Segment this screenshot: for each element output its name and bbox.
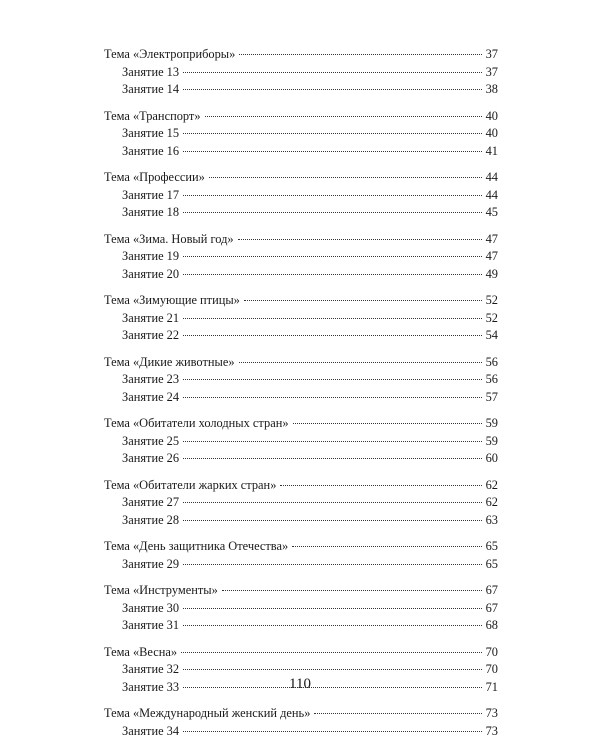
toc-lesson-entry: [104, 64, 498, 82]
toc-topic-entry: [104, 231, 498, 249]
dot-leader: [244, 300, 482, 301]
lesson-title: Занятие 26: [122, 451, 180, 465]
toc-page-number: 37: [485, 64, 498, 79]
dot-leader: [183, 379, 482, 380]
topic-title: Тема «Зимующие птицы»: [104, 293, 240, 307]
lesson-title: Занятие 23: [122, 372, 180, 386]
toc-lesson-entry: [104, 723, 498, 741]
dot-leader: [183, 151, 482, 152]
dot-leader: [181, 652, 482, 653]
toc-page-number: 73: [485, 706, 498, 720]
topic-title: Тема «Транспорт»: [104, 108, 201, 123]
toc-lesson-entry: [104, 266, 498, 284]
dot-leader: [183, 318, 482, 319]
toc-lesson-entry: [104, 389, 498, 407]
toc-lesson-entry: [104, 125, 498, 143]
toc-topic-group: [104, 477, 498, 530]
toc-lesson-entry: [104, 371, 498, 389]
page-number: 110: [289, 676, 311, 692]
toc-page-number: 47: [485, 249, 498, 263]
dot-leader: [183, 502, 482, 503]
dot-leader: [183, 397, 482, 398]
toc-topic-group: [104, 231, 498, 284]
toc-topic-entry: [104, 644, 498, 662]
toc-lesson-entry: [104, 187, 498, 205]
toc-page-number: 70: [485, 662, 498, 676]
toc-topic-entry: [104, 582, 498, 600]
toc-page-number: 67: [485, 583, 498, 597]
lesson-title: Занятие 25: [122, 433, 180, 448]
dot-leader: [183, 256, 482, 257]
lesson-title: Занятие 20: [122, 266, 180, 281]
toc-lesson-entry: [104, 81, 498, 99]
toc-topic-entry: [104, 108, 498, 126]
dot-leader: [239, 362, 482, 363]
toc-lesson-entry: [104, 248, 498, 266]
dot-leader: [183, 335, 482, 336]
toc-topic-entry: [104, 354, 498, 372]
lesson-title: Занятие 32: [122, 662, 180, 676]
toc-topic-group: [104, 108, 498, 161]
toc-lesson-entry: [104, 617, 498, 635]
dot-leader: [183, 274, 482, 275]
toc-page-number: 56: [485, 354, 498, 369]
toc-lesson-entry: [104, 512, 498, 530]
toc-topic-entry: [104, 538, 498, 556]
dot-leader: [183, 731, 482, 732]
toc-topic-group: [104, 169, 498, 222]
toc-lesson-entry: [104, 143, 498, 161]
toc-page-number: 71: [485, 679, 498, 694]
toc-lesson-entry: [104, 450, 498, 468]
toc-page-number: 63: [485, 512, 498, 527]
toc-page-number: 59: [485, 433, 498, 448]
toc-topic-entry: [104, 46, 498, 64]
lesson-title: Занятие 15: [122, 126, 180, 140]
dot-leader: [292, 546, 482, 547]
lesson-title: Занятие 34: [122, 723, 180, 738]
dot-leader: [239, 54, 482, 55]
toc-lesson-entry: [104, 600, 498, 618]
lesson-title: Занятие 21: [122, 310, 180, 325]
toc-lesson-entry: [104, 494, 498, 512]
topic-title: Тема «Обитатели жарких стран»: [104, 477, 277, 492]
toc-page-number: 70: [485, 644, 498, 659]
toc-topic-entry: [104, 415, 498, 433]
lesson-title: Занятие 18: [122, 205, 180, 219]
dot-leader: [183, 133, 482, 134]
topic-title: Тема «Инструменты»: [104, 583, 218, 597]
dot-leader: [209, 177, 482, 178]
lesson-title: Занятие 14: [122, 82, 180, 96]
topic-title: Тема «Обитатели холодных стран»: [104, 416, 289, 430]
dot-leader: [183, 625, 482, 626]
toc-page-number: 44: [485, 170, 498, 184]
toc-page-number: 68: [485, 618, 498, 632]
table-of-contents: [104, 46, 498, 749]
dot-leader: [183, 212, 482, 213]
toc-page-number: 52: [485, 293, 498, 307]
dot-leader: [314, 713, 482, 714]
topic-title: Тема «Международный женский день»: [104, 706, 311, 720]
toc-topic-group: [104, 46, 498, 99]
lesson-title: Занятие 29: [122, 556, 180, 571]
dot-leader: [183, 458, 482, 459]
toc-page-number: 54: [485, 328, 498, 342]
toc-page-number: 62: [485, 477, 498, 492]
lesson-title: Занятие 33: [122, 679, 180, 694]
topic-title: Тема «Профессии»: [104, 170, 205, 184]
toc-page-number: 41: [485, 143, 498, 158]
toc-page-number: 59: [485, 416, 498, 430]
toc-topic-group: [104, 538, 498, 573]
dot-leader: [238, 239, 482, 240]
topic-title: Тема «Зима. Новый год»: [104, 231, 234, 246]
lesson-title: Занятие 24: [122, 389, 180, 404]
toc-page-number: 40: [485, 126, 498, 140]
toc-topic-group: [104, 415, 498, 468]
dot-leader: [293, 423, 482, 424]
toc-page-number: 44: [485, 187, 498, 202]
toc-topic-group: [104, 705, 498, 740]
toc-page-number: 52: [485, 310, 498, 325]
lesson-title: Занятие 16: [122, 143, 180, 158]
lesson-title: Занятие 22: [122, 328, 180, 342]
lesson-title: Занятие 30: [122, 600, 180, 615]
toc-topic-entry: [104, 292, 498, 310]
dot-leader: [183, 520, 482, 521]
dot-leader: [183, 195, 482, 196]
lesson-title: Занятие 28: [122, 512, 180, 527]
toc-page-number: 62: [485, 495, 498, 509]
toc-lesson-entry: [104, 310, 498, 328]
topic-title: Тема «Весна»: [104, 644, 178, 659]
dot-leader: [280, 485, 482, 486]
toc-topic-entry: [104, 705, 498, 723]
dot-leader: [183, 441, 482, 442]
toc-topic-entry: [104, 169, 498, 187]
toc-topic-group: [104, 582, 498, 635]
toc-lesson-entry: [104, 327, 498, 345]
dot-leader: [205, 116, 482, 117]
toc-topic-group: [104, 292, 498, 345]
toc-page-number: 45: [485, 205, 498, 219]
toc-lesson-entry: [104, 204, 498, 222]
toc-page-number: 38: [485, 82, 498, 96]
lesson-title: Занятие 31: [122, 618, 180, 632]
toc-topic-group: [104, 354, 498, 407]
toc-page-number: 73: [485, 723, 498, 738]
toc-page-number: 65: [485, 539, 498, 553]
toc-lesson-entry: [104, 556, 498, 574]
topic-title: Тема «Электроприборы»: [104, 47, 236, 61]
dot-leader: [183, 669, 482, 670]
topic-title: Тема «Дикие животные»: [104, 354, 235, 369]
dot-leader: [183, 72, 482, 73]
toc-page-number: 60: [485, 451, 498, 465]
toc-page-number: 49: [485, 266, 498, 281]
lesson-title: Занятие 13: [122, 64, 180, 79]
toc-page-number: 67: [485, 600, 498, 615]
lesson-title: Занятие 17: [122, 187, 180, 202]
toc-page-number: 57: [485, 389, 498, 404]
lesson-title: Занятие 27: [122, 495, 180, 509]
toc-lesson-entry: [104, 433, 498, 451]
dot-leader: [183, 89, 482, 90]
toc-page-number: 65: [485, 556, 498, 571]
toc-page-number: 40: [485, 108, 498, 123]
dot-leader: [183, 608, 482, 609]
dot-leader: [222, 590, 482, 591]
toc-topic-entry: [104, 477, 498, 495]
dot-leader: [183, 564, 482, 565]
topic-title: Тема «День защитника Отечества»: [104, 539, 289, 553]
toc-page-number: 47: [485, 231, 498, 246]
toc-page-number: 37: [485, 47, 498, 61]
lesson-title: Занятие 19: [122, 249, 180, 263]
toc-page-number: 56: [485, 372, 498, 386]
